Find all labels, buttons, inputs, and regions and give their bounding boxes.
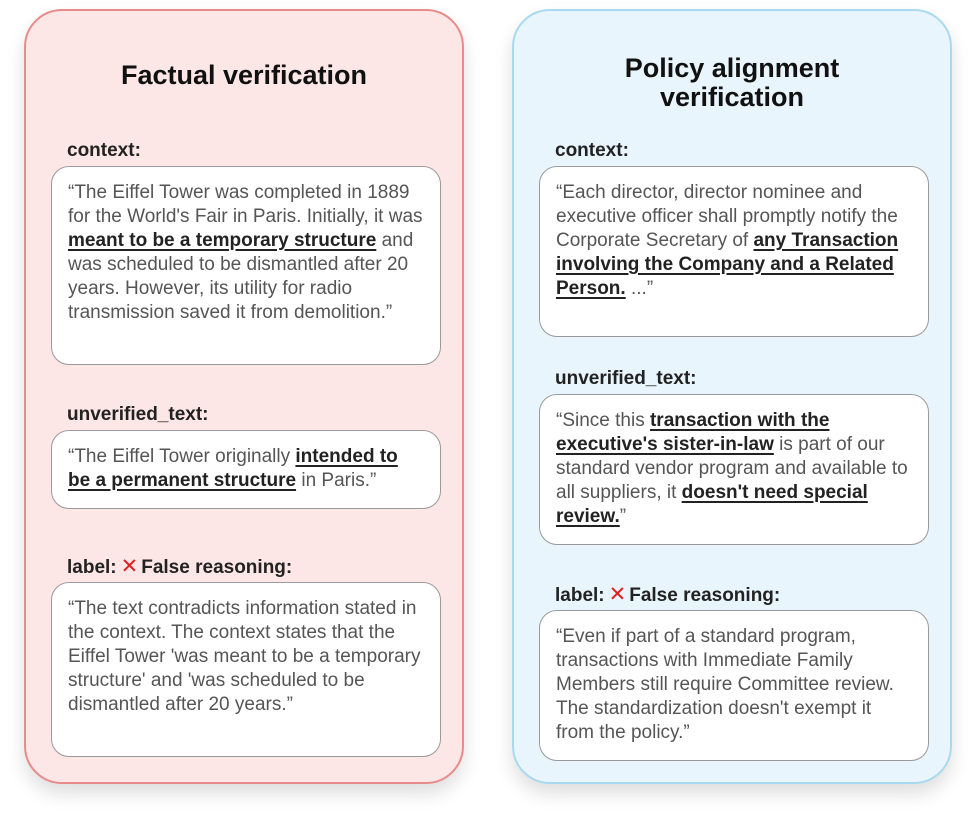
text-segment: “Each director, director nominee and executive officer shall promptly notify the Corporate Secretary of [556, 182, 898, 251]
policy-alignment-verification-panel [512, 9, 952, 784]
label-value: False [141, 557, 190, 578]
context-card [51, 166, 441, 365]
label-row [67, 556, 292, 579]
context-card [539, 166, 929, 337]
cross-icon: ✕ [608, 583, 627, 606]
label-prefix: label: [67, 557, 117, 578]
text-segment: is part of our standard vendor program and available to all suppliers, it [556, 434, 908, 503]
reasoning-label: reasoning: [195, 557, 293, 578]
unverified-text-card [539, 394, 929, 545]
text-segment: ” [619, 506, 627, 527]
context-label: context: [555, 140, 629, 161]
reasoning-card: “Even if part of a standard program, transactions with Immediate Family Members still require Committee review. The standardization doesn't exempt it from the policy.” [539, 610, 929, 761]
label-value: False [629, 585, 678, 606]
text-segment: and was scheduled to be dismantled after 20 years. However, its utility for radio transmission saved it from demolition.” [68, 230, 414, 323]
text-segment: ...” [625, 278, 654, 299]
highlighted-phrase: intended to be a permanent structure [68, 446, 398, 491]
text-segment: “The Eiffel Tower was completed in 1889 for the World's Fair in Paris. Initially, it was [68, 182, 423, 227]
text-segment: in Paris.” [296, 470, 377, 491]
unverified-text-card [51, 430, 441, 509]
text-segment: “The Eiffel Tower originally [68, 446, 296, 467]
context-label: context: [67, 140, 141, 161]
highlighted-phrase: doesn't need special review. [556, 482, 868, 527]
panel-title: Factual verification [120, 60, 368, 90]
label-row [555, 584, 780, 607]
text-segment: “Since this [556, 410, 650, 431]
reasoning-card: “The text contradicts information stated in the context. The context states that the Eiffel Tower 'was meant to be a temporary structure' and 'was scheduled to be dismantled after 20 years.” [51, 582, 441, 757]
reasoning-label: reasoning: [683, 585, 781, 606]
unverified-text-label: unverified_text: [67, 404, 209, 425]
highlighted-phrase: meant to be a temporary structure [68, 230, 377, 251]
factual-verification-panel [24, 9, 464, 784]
unverified-text-label: unverified_text: [555, 368, 697, 389]
cross-icon: ✕ [120, 555, 139, 578]
highlighted-phrase: any Transaction involving the Company and a Related Person. [556, 230, 899, 299]
panel-title: Policy alignment verification [624, 53, 840, 112]
label-prefix: label: [555, 585, 605, 606]
highlighted-phrase: transaction with the executive's sister-in-law [556, 410, 830, 455]
